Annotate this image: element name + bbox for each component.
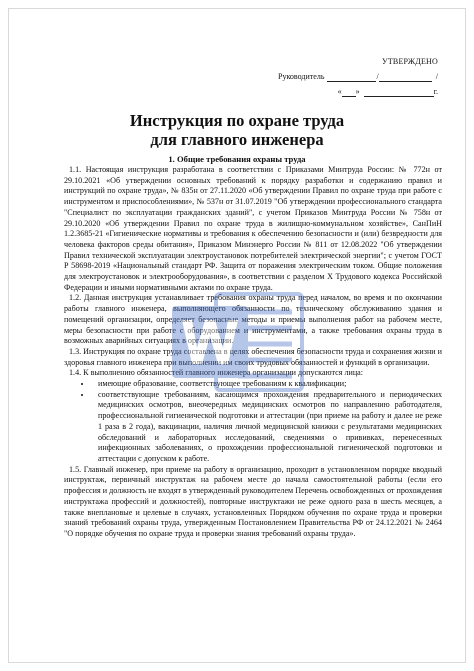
day-line [342, 87, 356, 97]
section-heading: 1. Общие требования охраны труда [168, 154, 306, 164]
approval-slash: / [376, 72, 379, 81]
list-item: • имеющие образование, соответствующее требованиям к квалификации; [92, 379, 442, 390]
paragraph-1-1: 1.1. Настоящая инструкция разработана в соответствии с Приказами Минтруда России: № 772н от 29.10.2021 «Об утверждении основных требований к порядку разработки и содержанию правил и инструкций по охране труда», № 835н от 27.11.2020 «Об утверждении Правил по охране труда при работе с инструментом и приспособлениями», № 537н от 31.07.2019 "Об утверждении профессионального стандарта "Специалист по эксплуатации гражданских зданий", с учетом Приказов Минтруда России № 758н от 29.10.2020 «Об утверждении Правил по охране труда в жилищно-коммунальном хозяйстве», СанПиН 1.2.3685-21 «Гигиенические нормативы и требования к обеспечению безопасности и (или) безвредности для человека факторов среды обитания», Приказом Минэнерго России № 811 от 12.08.2022 "Об утверждении Правил технической эксплуатации электроустановок потребителей электрической энергии"; с учетом ГОСТ Р 58698-2019 «Национальный стандарт РФ. Защита от поражения электрическим током. Общие положения для электроустановок и электрооборудования», в соответствии с разделом Х Трудового кодекса Российской Федерации и иными нормативными актами по охране труда. [64, 165, 442, 292]
date-quote-open: « [337, 87, 342, 96]
approval-slash-end: / [435, 72, 438, 81]
list-item: • соответствующие требованиям, касающимся прохождения предварительного и периодических медицинских осмотров, внеочередных медицинских осмотров по направлению работодателя, профессиональной гигиенической подготовки и аттестации (при приеме на работу и далее не реже 1 раза в 2 года), вакцинации, наличия личной медицинской книжки с результатами медицинских обследований и лабораторных исследований, сведениями о прививках, перенесенных инфекционных заболеваниях, о прохождении профессиональной гигиенической подготовки и аттестации с допуском к работе. [92, 390, 442, 465]
approval-role: Руководитель [278, 72, 325, 81]
requirements-list [64, 379, 442, 465]
paragraph-1-3: 1.3. Инструкция по охране труда составлена в целях обеспечения безопасности труда и сохранения жизни и здоровья главного инженера при выполнении им своих трудовых обязанностей и функций в организации. [64, 346, 442, 367]
section-body [64, 165, 442, 540]
paragraph-1-4: 1.4. К выполнению обязанностей главного инженера организации допускаются лица: [69, 368, 364, 378]
approval-signature-row [278, 71, 438, 82]
name-line [379, 72, 432, 82]
title-line-2: для главного инженера [150, 130, 324, 149]
paragraph-1-5: 1.5. Главный инженер, при приеме на работу в организацию, проходит в установленном порядке вводный инструктаж, первичный инструктаж на рабочем месте до начала самостоятельной работы (если его профессия и должность не входят в утвержденный руководителем Перечень освобожденных от прохождения инструктажа профессий и должностей), повторные инструктажи не реже одного раза в шесть месяцев, а также внеплановые и целевые в случаях, установленных Порядком обучения по охране труда и проверки знаний требований охраны труда, утвержденным Постановлением Правительства РФ от 24.12.2021 № 2464 "О порядке обучения по охране труда и проверки знания требований охраны труда». [64, 464, 442, 538]
approval-date-row [278, 86, 438, 97]
document-title [0, 111, 474, 149]
year-suffix: г. [433, 87, 438, 96]
approval-title: УТВЕРЖДЕНО [381, 57, 438, 66]
date-quote-close: » [355, 87, 360, 96]
signature-line [327, 72, 379, 82]
title-line-1: Инструкция по охране труда [129, 111, 345, 130]
month-line [364, 87, 434, 97]
approval-block [278, 56, 438, 97]
paragraph-1-2: 1.2. Данная инструкция устанавливает требования охраны труда перед началом, во время и по окончании работы главного инженера, выполняющего обязанности по техническому обслуживанию здания и помещений организации, определяет безопасные методы и приемы выполнения работ на рабочем месте, меры безопасности при работе с оборудованием и инструментами, а также требования охраны труда в возможных аварийных ситуациях в организации. [64, 293, 442, 346]
